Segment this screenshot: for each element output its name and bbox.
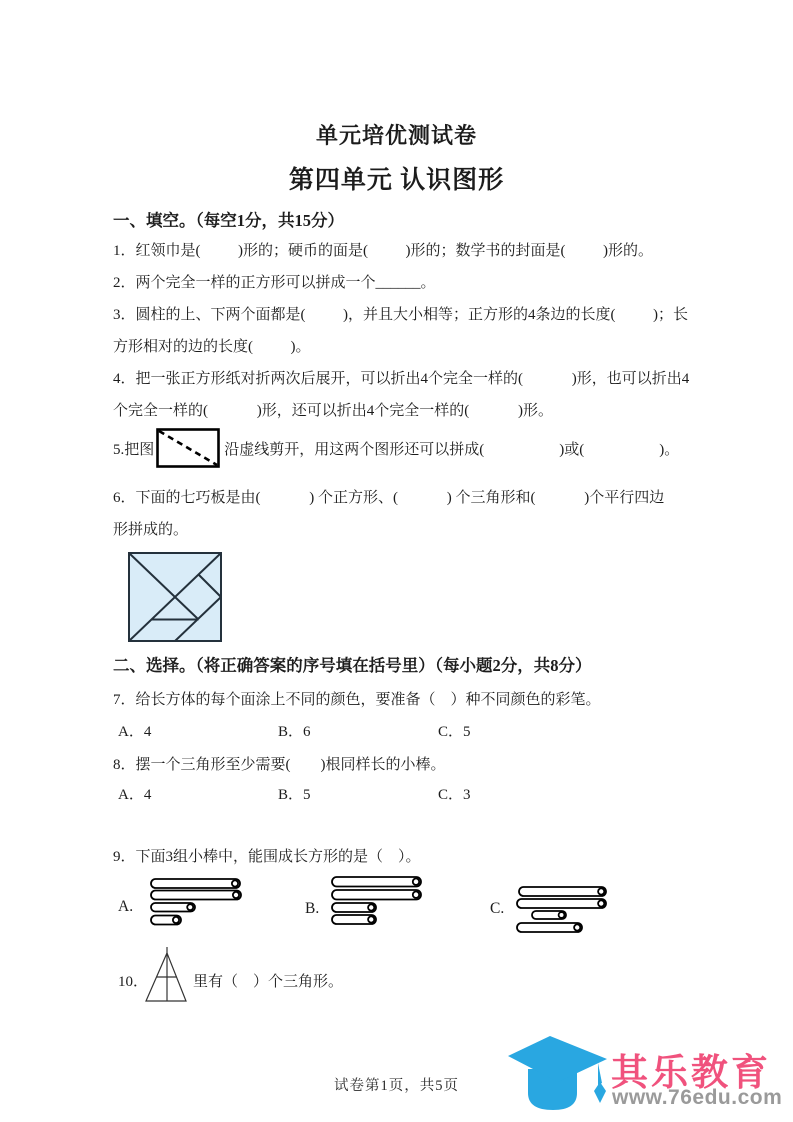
q9-group-b-label: B.	[305, 900, 320, 917]
question-5-prefix: 5.把图	[113, 441, 155, 458]
question-5	[113, 428, 679, 468]
question-1: 1．红领巾是( )形的；硬币的面是( )形的；数学书的封面是( )形的。	[113, 243, 653, 259]
question-9: 9．下面3组小棒中，能围成长方形的是（ ）。	[113, 849, 421, 865]
q9-group-a-label: A.	[118, 898, 134, 915]
question-5-suffix: 沿虚线剪开，用这两个图形还可以拼成( )或( )。	[224, 441, 680, 458]
q9-sticks-group-a	[150, 878, 246, 930]
question-7: 7．给长方体的每个面涂上不同的颜色，要准备（ ）种不同颜色的彩笔。	[113, 692, 601, 708]
q9-group-c-label: C.	[490, 900, 505, 917]
brand-url: www.76edu.com	[612, 1086, 783, 1109]
brand-name: 其乐教育	[611, 1052, 771, 1093]
question-6-line1: 6．下面的七巧板是由( ) 个正方形、( ) 个三角形和( )个平行四边	[113, 490, 665, 506]
question-3-line1: 3．圆柱的上、下两个面都是( )，并且大小相等；正方形的4条边的长度( )；长	[113, 307, 688, 323]
q9-sticks-group-c	[516, 886, 610, 936]
q8-option-b: B．5	[278, 787, 311, 803]
question-6-line2: 形拼成的。	[113, 522, 189, 538]
page-number-footer: 试卷第1页，共5页	[334, 1078, 459, 1094]
section2-heading: 二、选择。（将正确答案的序号填在括号里）（每小题2分，共8分）	[113, 656, 592, 675]
q8-option-a: A．4	[118, 787, 152, 803]
question-10-text: 里有（ ）个三角形。	[193, 974, 344, 990]
q9-sticks-group-b	[331, 876, 425, 926]
page-title: 单元培优测试卷	[315, 123, 477, 148]
q7-option-b: B．6	[278, 724, 311, 740]
section1-heading: 一、填空。（每空1分，共15分）	[113, 211, 344, 230]
q7-option-c: C．5	[438, 724, 471, 740]
graduation-cap-logo-icon	[506, 1035, 610, 1119]
page-subtitle: 第四单元 认识图形	[288, 167, 505, 194]
question-4-line2: 个完全一样的( )形，还可以折出4个完全一样的( )形。	[113, 403, 553, 419]
question-3-line2: 方形相对的边的长度( )。	[113, 339, 311, 355]
question-10-number: 10．	[118, 974, 149, 990]
question-8: 8．摆一个三角形至少需要( )根同样长的小棒。	[113, 757, 446, 773]
q10-triangle-figure	[144, 946, 188, 1004]
rectangle-dashed-diagonal-figure	[156, 428, 220, 468]
question-2: 2．两个完全一样的正方形可以拼成一个______。	[113, 275, 436, 291]
q7-option-a: A．4	[118, 724, 152, 740]
tangram-figure	[128, 552, 222, 642]
q8-option-c: C．3	[438, 787, 471, 803]
question-4-line1: 4．把一张正方形纸对折两次后展开，可以折出4个完全一样的( )形，也可以折出4	[113, 371, 690, 387]
